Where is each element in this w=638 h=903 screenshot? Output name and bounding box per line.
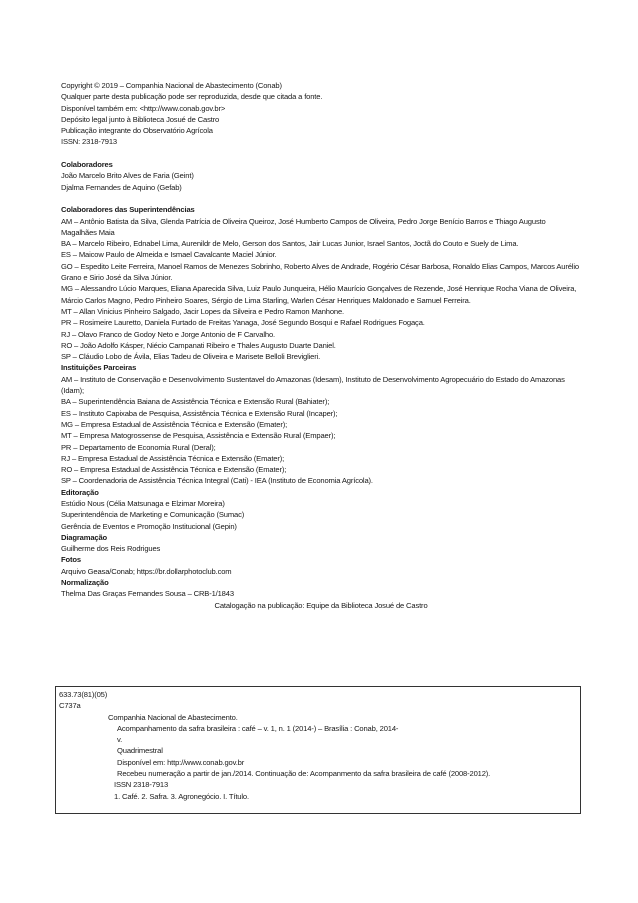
catalog-caption: Catalogação na publicação: Equipe da Biblioteca Josué de Castro: [214, 600, 428, 610]
list-item: RO – Empresa Estadual de Assistência Técnica e Extensão (Emater);: [61, 465, 287, 475]
list-item: MT – Allan Vinicius Pinheiro Salgado, Jacir Lopes da Silveira e Pedro Ramon Manhone.: [61, 306, 345, 316]
list-item: BA – Superintendência Baiana de Assistência Técnica e Extensão Rural (Bahiater);: [61, 397, 330, 407]
section-heading: Colaboradores: [61, 160, 113, 170]
availability-link[interactable]: Disponível também em: <http://www.conab.gov.br>: [61, 103, 226, 113]
editoracao-block: [61, 487, 581, 532]
normalizacao-block: [61, 577, 581, 600]
catalog-note: Recebeu numeração a partir de jan./2014. Continuação de: Acompanmento da safra brasileira de café (2008-2012).: [117, 769, 491, 779]
list-item: RJ – Olavo Franco de Godoy Neto e Jorge Antonio de F Carvalho.: [61, 329, 275, 339]
list-item: AM – Antônio Batista da Silva, Glenda Patrícia de Oliveira Queiroz, José Humberto Campos de Oliveira, Pedro Jorge Benício Barros e Thiago Augusto Magalhães Maia: [61, 216, 546, 237]
catalog-card: [55, 686, 581, 814]
list-item: RJ – Empresa Estadual de Assistência Técnica e Extensão (Emater);: [61, 453, 285, 463]
legal-deposit: Depósito legal junto à Biblioteca Josué de Castro: [61, 114, 220, 124]
copyright-block: [61, 80, 581, 148]
list-item: Estúdio Nous (Célia Matsunaga e Elzimar Moreira): [61, 498, 225, 508]
list-item: Guilherme dos Reis Rodrigues: [61, 544, 161, 554]
section-heading: Fotos: [61, 555, 81, 565]
superintendencias-block: [61, 204, 581, 362]
list-item: João Marcelo Brito Alves de Faria (Geint): [61, 171, 194, 181]
list-item: SP – Cláudio Lobo de Ávila, Elias Tadeu de Oliveira e Marisete Belloli Breviglieri.: [61, 352, 321, 362]
diagramacao-block: [61, 532, 581, 555]
catalog-cutter-code: C737a: [59, 701, 81, 711]
list-item: PR – Rosimeire Lauretto, Daniela Furtado de Freitas Yanaga, José Segundo Bosqui e Rafael Rodrigues Fogaça.: [61, 318, 425, 328]
issn: ISSN: 2318-7913: [61, 137, 118, 147]
catalog-class-code: 633.73(81)(05): [59, 690, 108, 699]
copyright-line: Copyright © 2019 – Companhia Nacional de Abastecimento (Conab): [61, 81, 282, 90]
section-heading: Colaboradores das Superintendências: [61, 205, 195, 215]
section-heading: Editoração: [61, 487, 99, 497]
reproduction-notice: Qualquer parte desta publicação pode ser reproduzida, desde que citada a fonte.: [61, 92, 323, 102]
list-item: MG – Empresa Estadual de Assistência Técnica e Extensão (Emater);: [61, 419, 288, 429]
catalog-issn: ISSN 2318-7913: [114, 780, 169, 790]
section-heading: Instituições Parceiras: [61, 363, 137, 373]
catalog-title: Acompanhamento da safra brasileira : café – v. 1, n. 1 (2014-) – Brasília : Conab, 2014-: [117, 723, 399, 733]
list-item: BA – Marcelo Ribeiro, Ednabel Lima, Aurenildr de Melo, Gerson dos Santos, Jair Lucas Junior, Israel Santos, Joctã do Couto e Suely de Lima.: [61, 239, 519, 249]
list-item: MG – Alessandro Lúcio Marques, Eliana Aparecida Silva, Luiz Paulo Junqueira, Hélio Maurício Gonçalves de Rezende, José Henrique Rocha Viana de Oliveira, Márcio Carlos Magno, Pedro Pinheiro Soares, Sérgio de Lima Starling, Warlen César Henriques Maldonado e Samuel Ferreira.: [61, 284, 577, 305]
list-item: PR – Departamento de Economia Rural (Deral);: [61, 442, 216, 452]
catalog-main-entry: Companhia Nacional de Abastecimento.: [108, 712, 238, 722]
list-item: Arquivo Geasa/Conab; https://br.dollarphotoclub.com: [61, 566, 232, 576]
colaboradores-block: [61, 159, 581, 193]
catalog-url: Disponível em: http://www.conab.gov.br: [117, 757, 245, 767]
list-item: Djalma Fernandes de Aquino (Gefab): [61, 182, 182, 192]
catalog-volume: v.: [117, 735, 123, 745]
catalog-subjects: 1. Café. 2. Safra. 3. Agronegócio. I. Título.: [114, 791, 249, 801]
list-item: MT – Empresa Matogrossense de Pesquisa, Assistência e Extensão Rural (Empaer);: [61, 431, 336, 441]
list-item: ES – Maicow Paulo de Almeida e Ismael Cavalcante Maciel Júnior.: [61, 250, 277, 260]
instituicoes-block: [61, 362, 581, 486]
section-heading: Diagramação: [61, 532, 108, 542]
observatory-note: Publicação integrante do Observatório Agrícola: [61, 126, 213, 136]
credits-page: [61, 80, 581, 611]
list-item: AM – Instituto de Conservação e Desenvolvimento Sustentavel do Amazonas (Idesam), Instituto de Desenvolvimento Agropecuário do Estado do Amazonas (Idam);: [61, 374, 565, 396]
list-item: GO – Espedito Leite Ferreira, Manoel Ramos de Menezes Sobrinho, Roberto Alves de Andrade, Rogério César Barbosa, Ronaldo Elias Campos, Marcos Aurélio Grano e Sirio José da Silva Júnior.: [61, 261, 579, 283]
list-item: Gerência de Eventos e Promoção Institucional (Gepin): [61, 521, 237, 531]
fotos-block: [61, 554, 581, 577]
list-item: SP – Coordenadoria de Assistência Técnica Integral (Cati) - IEA (Instituto de Economia Agrícola).: [61, 476, 373, 486]
list-item: Superintendência de Marketing e Comunicação (Sumac): [61, 510, 245, 520]
list-item: RO – João Adolfo Kásper, Niécio Campanati Ribeiro e Thales Augusto Duarte Daniel.: [61, 340, 336, 350]
catalog-frequency: Quadrimestral: [117, 746, 163, 756]
list-item: ES – Instituto Capixaba de Pesquisa, Assistência Técnica e Extensão Rural (Incaper);: [61, 408, 338, 418]
list-item: Thelma Das Graças Fernandes Sousa – CRB-1/1843: [61, 589, 234, 599]
section-heading: Normalização: [61, 578, 109, 588]
